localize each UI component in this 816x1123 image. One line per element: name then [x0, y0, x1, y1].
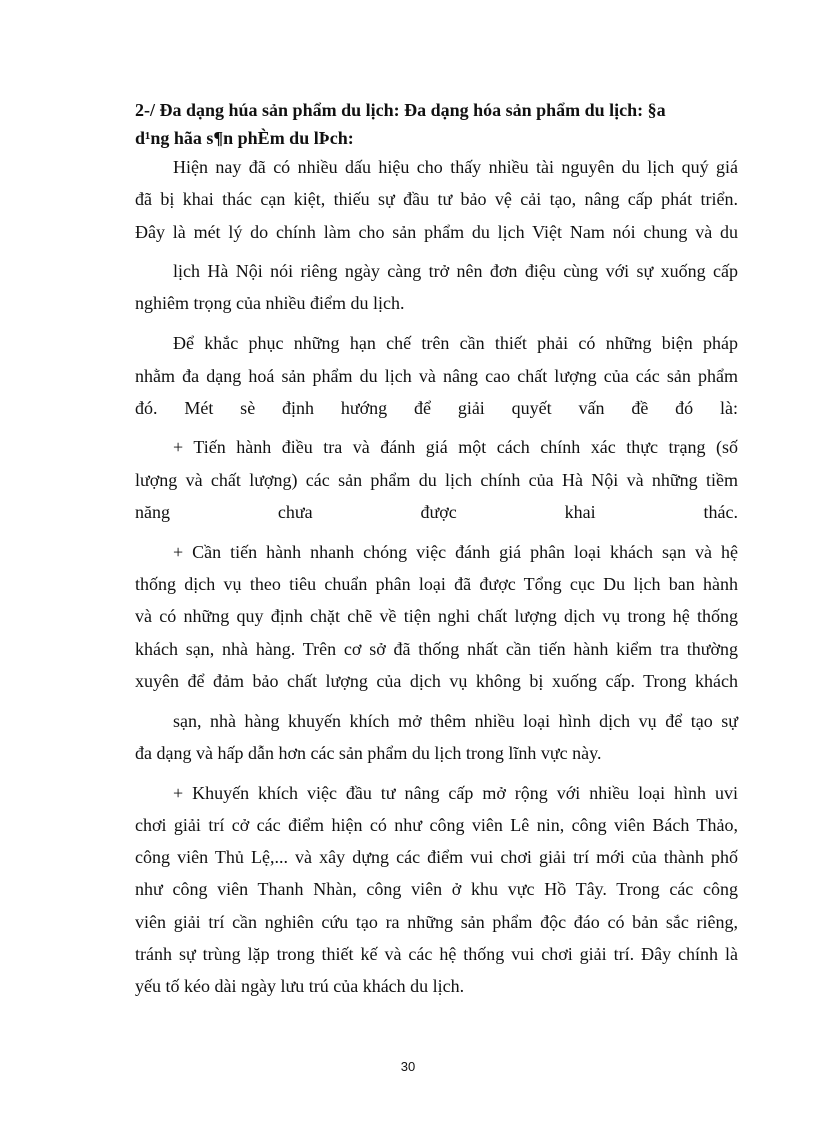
page-number: 30: [400, 1059, 416, 1074]
paragraph-5-line-2: chơi giải trí cở các điểm hiện có như công viên Lê nin, công viên Bách Thảo,: [135, 815, 738, 835]
paragraph-1-line-5: nghiêm trọng của nhiều điểm du lịch.: [135, 293, 405, 313]
paragraph-1-line-4: lịch Hà Nội nói riêng ngày càng trở nên đơn điệu cùng với sự xuống cấp: [173, 261, 738, 281]
paragraph-5-line-3: công viên Thủ Lệ,... và xây dựng các điểm vui chơi giải trí mới của thành phố: [135, 847, 738, 867]
paragraph-3-line-2: lượng và chất lượng) các sản phẩm du lịch chính của Hà Nội và những tiềm: [135, 470, 738, 490]
paragraph-5-line-1: + Khuyến khích việc đầu tư nâng cấp mở rộng với nhiều loại hình uvi: [173, 783, 738, 803]
paragraph-4-line-6: sạn, nhà hàng khuyến khích mở thêm nhiều loại hình dịch vụ để tạo sự: [173, 711, 738, 731]
paragraph-4-line-5: xuyên để đảm bảo chất lượng của dịch vụ không bị xuống cấp. Trong khách: [135, 671, 738, 691]
paragraph-1-line-1: Hiện nay đã có nhiều dấu hiệu cho thấy nhiều tài nguyên du lịch quý giá: [173, 157, 738, 177]
paragraph-4-line-2: thống dịch vụ theo tiêu chuẩn phân loại đã được Tổng cục Du lịch ban hành: [135, 574, 738, 594]
paragraph-2-line-3: đó. Mét sè định hướng để giải quyết vấn đề đó là:: [135, 398, 738, 418]
section-heading-line-1: 2-/ Đa dạng húa sản phẩm du lịch: Đa dạng hóa sản phẩm du lịch: §a: [135, 100, 666, 120]
paragraph-4-line-4: khách sạn, nhà hàng. Trên cơ sở đã thống nhất cần tiến hành kiểm tra thường: [135, 639, 738, 659]
paragraph-5-line-4: như công viên Thanh Nhàn, công viên ở khu vực Hồ Tây. Trong các công: [135, 879, 738, 899]
paragraph-3-line-1: + Tiến hành điều tra và đánh giá một cách chính xác thực trạng (số: [173, 437, 738, 457]
paragraph-2-line-2: nhằm đa dạng hoá sản phẩm du lịch và nâng cao chất lượng của các sản phẩm: [135, 366, 738, 386]
section-heading-line-2: d¹ng hãa s¶n phÈm du lÞch:: [135, 128, 354, 148]
paragraph-4-line-7: đa dạng và hấp dẫn hơn các sản phẩm du lịch trong lĩnh vực này.: [135, 743, 602, 763]
paragraph-1-line-2: đã bị khai thác cạn kiệt, thiếu sự đầu tư bảo vệ cải tạo, nâng cấp phát triển.: [135, 189, 738, 209]
paragraph-4-line-1: + Cần tiến hành nhanh chóng việc đánh giá phân loại khách sạn và hệ: [173, 542, 738, 562]
paragraph-3-line-3: năng chưa được khai thác.: [135, 502, 738, 522]
paragraph-1-line-3: Đây là mét lý do chính làm cho sản phẩm du lịch Việt Nam nói chung và du: [135, 222, 738, 242]
paragraph-5-line-5: viên giải trí cần nghiên cứu tạo ra những sản phẩm độc đáo có bản sắc riêng,: [135, 912, 738, 932]
paragraph-4-line-3: và có những quy định chặt chẽ về tiện nghi chất lượng dịch vụ trong hệ thống: [135, 606, 738, 626]
paragraph-5-line-6: tránh sự trùng lặp trong thiết kế và các hệ thống vui chơi giải trí. Đây chính là: [135, 944, 738, 964]
paragraph-2-line-1: Để khắc phục những hạn chế trên cần thiết phải có những biện pháp: [173, 333, 738, 353]
paragraph-5-line-7: yếu tố kéo dài ngày lưu trú của khách du lịch.: [135, 976, 465, 996]
